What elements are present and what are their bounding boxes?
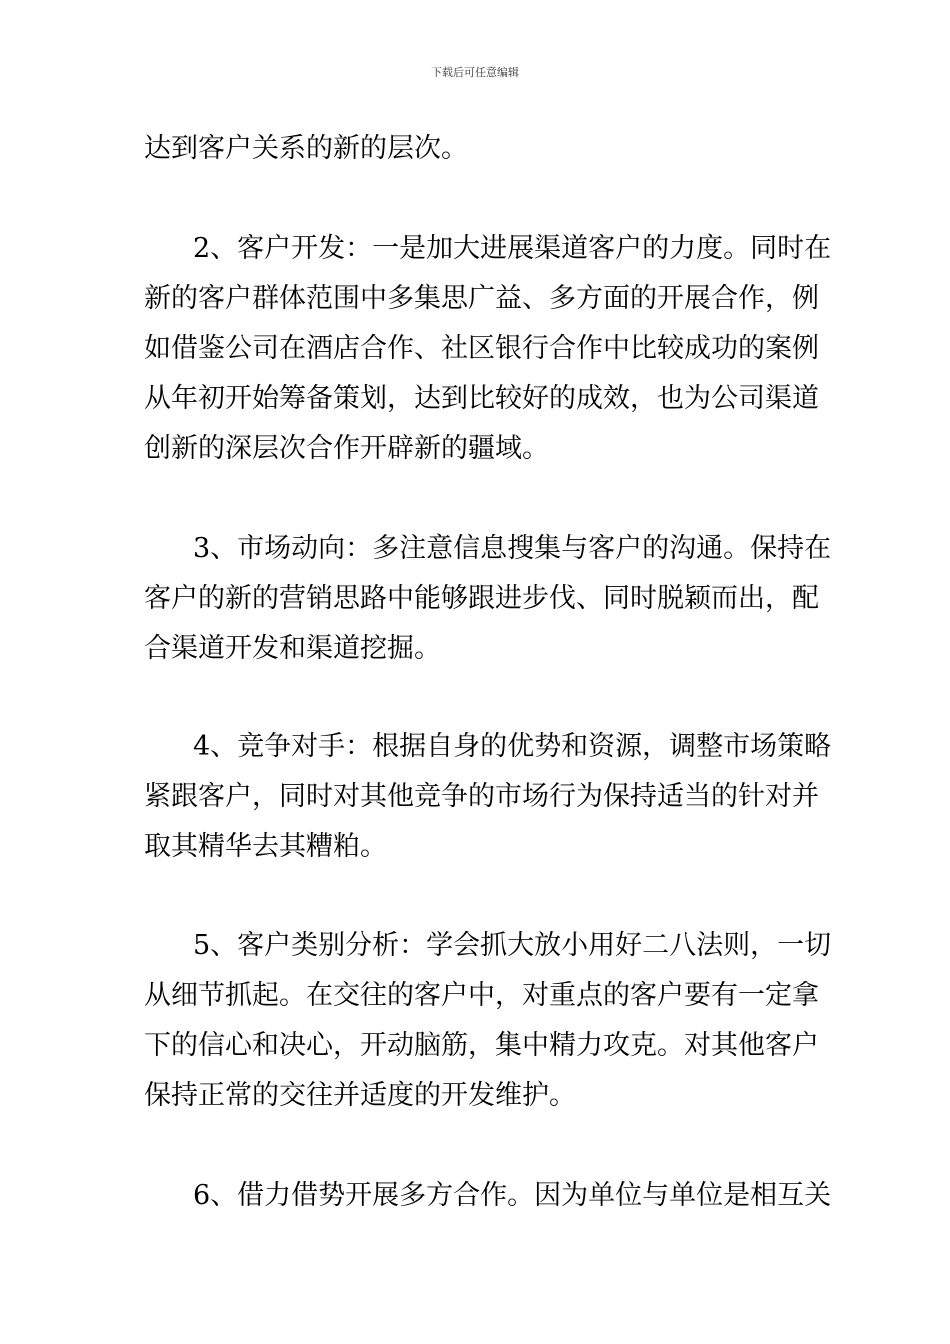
text-line: 如借鉴公司在酒店合作、社区银行合作中比较成功的案例 — [144, 333, 819, 364]
text-line: 从年初开始筹备策划，达到比较好的成效，也为公司渠道 — [144, 383, 819, 414]
text-line: 5、客户类别分析：学会抓大放小用好二八法则，一切 — [193, 930, 832, 961]
text-line: 取其精华去其糟粕。 — [144, 831, 387, 862]
text-line: 达到客户关系的新的层次。 — [144, 133, 468, 164]
text-line: 4、竞争对手：根据自身的优势和资源，调整市场策略 — [193, 731, 832, 762]
text-line: 从细节抓起。在交往的客户中，对重点的客户要有一定拿 — [144, 980, 819, 1011]
text-line: 客户的新的营销思路中能够跟进步伐、同时脱颖而出，配 — [144, 583, 819, 614]
text-line: 保持正常的交往并适度的开发维护。 — [144, 1080, 576, 1111]
text-line: 3、市场动向：多注意信息搜集与客户的沟通。保持在 — [193, 533, 832, 564]
text-line: 创新的深层次合作开辟新的疆域。 — [144, 433, 549, 464]
text-line: 新的客户群体范围中多集思广益、多方面的开展合作，例 — [144, 283, 819, 314]
page-header: 下载后可任意编辑 — [431, 66, 519, 79]
text-line: 紧跟客户，同时对其他竞争的市场行为保持适当的针对并 — [144, 781, 819, 812]
text-line: 下的信心和决心，开动脑筋，集中精力攻克。对其他客户 — [144, 1030, 819, 1061]
text-line: 2、客户开发：一是加大进展渠道客户的力度。同时在 — [193, 233, 832, 264]
text-line: 6、借力借势开展多方合作。因为单位与单位是相互关 — [193, 1180, 832, 1211]
text-line: 合渠道开发和渠道挖掘。 — [144, 633, 441, 664]
